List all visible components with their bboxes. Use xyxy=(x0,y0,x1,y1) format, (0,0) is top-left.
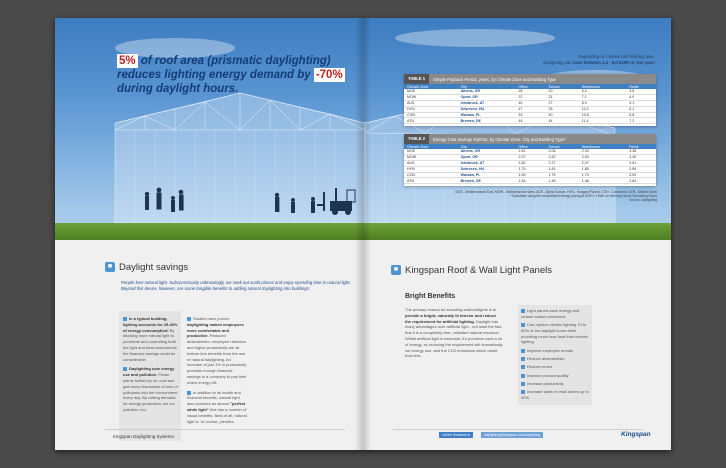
kingspan-logo: Kingspan xyxy=(621,431,651,438)
table-cell: Warsaw, PL xyxy=(458,172,516,178)
energy-savings-table: TABLE 2 Energy Cost Savings €/yr/m2, by Climate Zone, City and Building Type* Climate Zone City Office School Warehouse Retail MOE Athens, GR 1.61 2.08 2.33 4.48 MOW Oport, OR 2.07 2.82 2.00 4.40 AUS Innsbruck, AT 1.82 2.27 2.07 3.61 HYN Debrecen, HU 1.75 1.81 1.85 2.89 CON Warsaw, PL 1.69 1.75 1.70 3.00 ATN Bremen, DE 1.54 1.48 1.48 2.84 xyxy=(404,134,656,186)
table-cell: 1.75 xyxy=(545,172,578,178)
table-cell: 6.1 xyxy=(626,106,656,112)
table-cell: ATN xyxy=(404,178,458,184)
table-cell: 21 xyxy=(545,94,578,100)
table-cell: ATN xyxy=(404,118,458,124)
table-cell: HYN xyxy=(404,166,458,172)
table-cell: 3.00 xyxy=(626,172,656,178)
table-cell: 2.33 xyxy=(579,149,626,154)
benefit-list-item: Increase sales in retail stores up to 40% xyxy=(521,389,589,401)
benefit-4: In addition to its health and financial benefits, natural light also provides an almost "perfect white light" that has a number of visual benefits. Best of all, natural light is "of course, plentiful. xyxy=(187,389,247,424)
table-cell: 7.2 xyxy=(626,118,656,124)
benefit-list-item: Light panels save energy and reduce carbon emissions xyxy=(521,308,580,319)
right-page xyxy=(363,18,671,450)
left-footer: Kingspan Daylighting Systems xyxy=(113,434,174,439)
table-cell: 1.82 xyxy=(515,160,545,166)
table-cell: MOE xyxy=(404,89,458,94)
left-column-2 xyxy=(187,316,247,428)
bright-benefits-title: Bright Benefits xyxy=(405,293,456,300)
savings-callout: Depending on climate and building type, daylighting can save between 1,4 - 5,0 EUR/ m² per year! xyxy=(542,54,655,65)
benefits-list xyxy=(521,308,591,403)
table-cell: 45 xyxy=(515,112,545,118)
table-cell: 40 xyxy=(545,112,578,118)
benefit-2: Daylighting cuts energy use and pollution. Power plants fuelled by oil, coal and gas dump thousands of tons of pollutants into the environment every day. By cutting demand for energy production, we cut pollution, too. xyxy=(123,366,178,412)
table-header-cell: Retail xyxy=(626,144,656,149)
brochure-spread xyxy=(55,18,671,450)
sunshine-tag: Let the Sunshine in xyxy=(439,432,473,438)
table-header-cell: Office xyxy=(515,144,545,149)
table-cell: Debrecen, HU xyxy=(458,106,516,112)
benefit-list-item: Improve employee morale xyxy=(521,348,591,354)
table-header-cell: Climate Zone xyxy=(404,144,458,149)
left-footer-rule xyxy=(105,429,345,430)
table-cell: 4.48 xyxy=(626,149,656,154)
headline-savings: -70% xyxy=(315,69,343,81)
table-cell: Innsbruck, AT xyxy=(458,160,516,166)
table-cell: 2.84 xyxy=(626,178,656,184)
table-cell: 2.00 xyxy=(579,154,626,160)
benefit-list-item: Improve product quality xyxy=(521,373,591,379)
table-cell: 28 xyxy=(515,89,545,94)
table-cell: 2.07 xyxy=(515,154,545,160)
benefit-list-item: Reduce errors xyxy=(521,364,591,370)
table-cell: 1.48 xyxy=(579,178,626,184)
headline-percent: 5% xyxy=(119,55,136,67)
table-cell: 1.81 xyxy=(545,166,578,172)
table-cell: 3.61 xyxy=(626,160,656,166)
table-cell: 37 xyxy=(515,94,545,100)
table-cell: 1.85 xyxy=(579,166,626,172)
benefit-list-item: Can replace electric lighting 70 to 80% of the daylight hours while providing much less heat than electric lighting xyxy=(521,322,588,345)
table-cell: Oport, OR xyxy=(458,94,516,100)
right-footer-rule xyxy=(393,429,643,430)
kingspan-panels-title: ■ Kingspan Roof & Wall Light Panels xyxy=(391,265,552,276)
table-cell: 44 xyxy=(545,118,578,124)
table-cell: Athens, GR xyxy=(458,149,516,154)
hero-headline: 5% of roof area (prismatic daylighting) reduces lighting energy demand by -70% during daylight hours. xyxy=(117,55,343,95)
table-cell: 1.61 xyxy=(515,149,545,154)
benefit-3: Studies have proven daylighting makes employees more comfortable and productive. Reduced absenteeism, employee retention and higher productivity are all bottom-line benefits from the use of natural daylighting. An increase of just 1% in productivity provides enough financial savings to a company to pay their entire energy bill. xyxy=(187,316,247,385)
url-tag: daylighting@kingspan.com/daylighting xyxy=(481,432,543,438)
table-cell: Athens, GR xyxy=(458,89,516,94)
table-cell: 1.48 xyxy=(545,178,578,184)
benefit-list-item: Reduce absenteeism xyxy=(521,356,591,362)
daylight-savings-title: ■ Daylight savings xyxy=(105,262,188,273)
table-cell: 1.75 xyxy=(515,166,545,172)
table-header-cell: Climate Zone xyxy=(404,84,458,89)
table-cell: 44 xyxy=(515,118,545,124)
table-cell: 2.82 xyxy=(545,154,578,160)
table-cell: 1.70 xyxy=(579,172,626,178)
table-cell: 47 xyxy=(515,106,545,112)
payback-table: TABLE 1 Simple Payback Period, years, by Climate Zone and Building Type Climate Zone City Office School Warehouse Retail MOE Athens, GR 28 20 6.2 3.8 MOW Oport, OR 37 21 7.1 4.0 AUS Innsbruck, AT 40 27 8.0 5.1 HYN Debrecen, HU 47 28 10.2 6.1 CON Warsaw, PL 45 40 10.8 6.8 ATN Bremen, DE 44 44 11.4 7.2 xyxy=(404,74,656,126)
table-cell: 7.1 xyxy=(579,94,626,100)
left-column-1 xyxy=(123,316,181,417)
table-cell: 6.8 xyxy=(626,112,656,118)
bright-benefits-body: The primary reason for including wall/rooflights is to provide a bright, naturally lit interior and reduce the requirement for artificial lighting. Daylight has many advantages over artificial light - not least the fact that it is a completely free, unlimited natural resource. Whilst artificial light is essential, it's provision uses a lot of energy, so reducing the requirement will dramatically cut energy use, and the CO2 emissions which result from this. xyxy=(405,307,503,359)
table-cell: HYN xyxy=(404,106,458,112)
table-cell: MOE xyxy=(404,149,458,154)
table-cell: Bremen, DE xyxy=(458,118,516,124)
benefit-1: In a typical building, lighting accounts for 25-40% of energy consumption! By allowing more natural light to penetrate and controlling both the light and heat components, the financial savings could be considerable. xyxy=(123,316,178,362)
table-cell: Debrecen, HU xyxy=(458,166,516,172)
table-header-cell: City xyxy=(458,84,516,89)
table-cell: 1.69 xyxy=(515,172,545,178)
table-cell: 2.89 xyxy=(626,166,656,172)
table-header-cell: School xyxy=(545,144,578,149)
section-icon: ■ xyxy=(105,262,115,272)
table-cell: 40 xyxy=(515,100,545,106)
table-cell: 20 xyxy=(545,89,578,94)
table-header-cell: Office xyxy=(515,84,545,89)
table-header-cell: School xyxy=(545,84,578,89)
table-cell: 2.27 xyxy=(545,160,578,166)
table-header-cell: Warehouse xyxy=(579,84,626,89)
table-cell: 2.07 xyxy=(579,160,626,166)
table-footnote: MOE - Mediterranean East, MOW - Mediterranean West, AUS - Alpine Europe, HYN - Hungary/Poland, CON - Continental, ATN - Atlantic North * Calculated using the consolidated energy pricing at EUR 0.1 kWh on Working Hours/ Remaining Hours Source: Daylighting xyxy=(455,190,657,202)
left-page xyxy=(55,18,363,450)
benefit-list-item: Increase productivity xyxy=(521,381,591,387)
table-cell: CON xyxy=(404,172,458,178)
table-cell: AUS xyxy=(404,100,458,106)
table-cell: 10.8 xyxy=(579,112,626,118)
table-cell: 8.0 xyxy=(579,100,626,106)
table-header-cell: Retail xyxy=(626,84,656,89)
table-cell: 1.54 xyxy=(515,178,545,184)
table-header-cell: Warehouse xyxy=(579,144,626,149)
daylight-intro: People love natural light. Subconsciously unknowingly, we seek out sunlit places and enjoy spending time in natural light. Beyond this desire, however, are some tangible benefits to adding natural daylighting into buildings: xyxy=(121,280,351,292)
table-cell: AUS xyxy=(404,160,458,166)
table-header-cell: City xyxy=(458,144,516,149)
table-cell: 11.4 xyxy=(579,118,626,124)
section-icon: ■ xyxy=(391,265,401,275)
table-cell: Innsbruck, AT xyxy=(458,100,516,106)
table-cell: 4.0 xyxy=(626,94,656,100)
table-cell: MOW xyxy=(404,154,458,160)
table-cell: 2.08 xyxy=(545,149,578,154)
table-cell: 28 xyxy=(545,106,578,112)
table-cell: CON xyxy=(404,112,458,118)
table-cell: Bremen, DE xyxy=(458,178,516,184)
page-gutter xyxy=(355,18,371,450)
table-cell: 27 xyxy=(545,100,578,106)
table-cell: Warsaw, PL xyxy=(458,112,516,118)
table-cell: 3.8 xyxy=(626,89,656,94)
table-cell: MOW xyxy=(404,94,458,100)
table-cell: 5.1 xyxy=(626,100,656,106)
table-cell: Oport, OR xyxy=(458,154,516,160)
table-cell: 10.2 xyxy=(579,106,626,112)
table-cell: 4.40 xyxy=(626,154,656,160)
table-cell: 6.2 xyxy=(579,89,626,94)
